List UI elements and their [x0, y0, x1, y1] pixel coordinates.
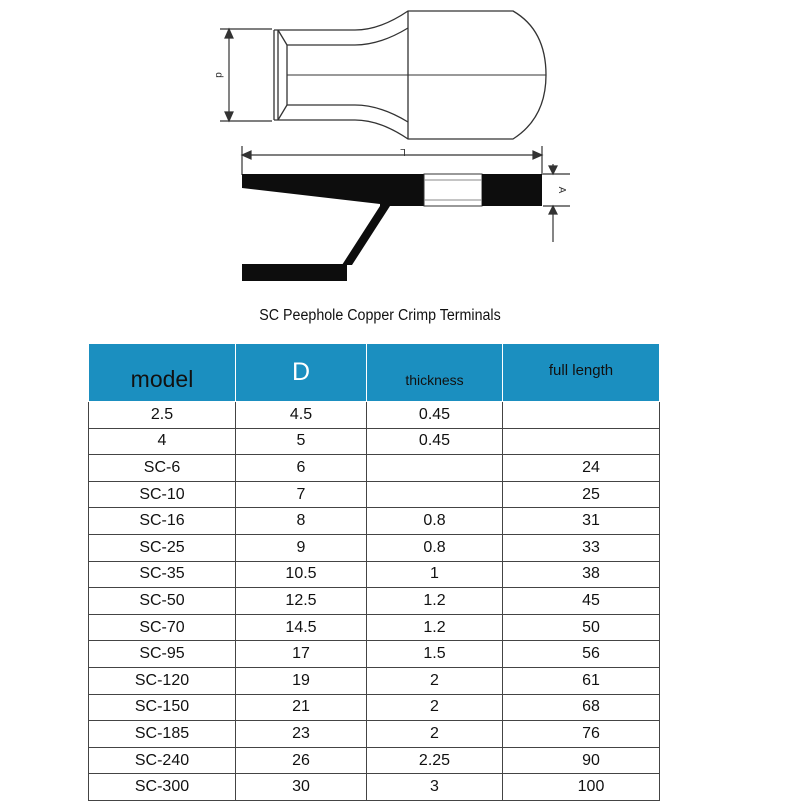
- table-row: [89, 641, 660, 668]
- cell-thickness: 1.2: [367, 614, 503, 641]
- dim-a-label: A: [556, 186, 567, 194]
- cell-thickness: 0.8: [367, 534, 503, 561]
- cell-thickness: 1: [367, 561, 503, 588]
- dim-d-label: d: [213, 72, 224, 78]
- terminal-side-view: [242, 174, 542, 281]
- dimension-l: [242, 146, 542, 175]
- cell-full-length: 68: [503, 694, 660, 721]
- cell-model: 2.5: [89, 402, 236, 429]
- table-row: [89, 561, 660, 588]
- cell-d: 21: [236, 694, 367, 721]
- cell-full-length: 61: [503, 667, 660, 694]
- cell-d: 30: [236, 774, 367, 801]
- cell-full-length: 100: [503, 774, 660, 801]
- cell-full-length: 50: [503, 614, 660, 641]
- cell-full-length: 25: [503, 481, 660, 508]
- table-row: [89, 508, 660, 535]
- cell-model: 4: [89, 428, 236, 455]
- dimension-a: [543, 164, 570, 242]
- cell-full-length: 56: [503, 641, 660, 668]
- cell-model: SC-10: [89, 481, 236, 508]
- cell-d: 6: [236, 455, 367, 482]
- cell-thickness: [367, 481, 503, 508]
- cell-model: SC-50: [89, 588, 236, 615]
- header-full-length: full length: [503, 344, 660, 402]
- cell-d: 12.5: [236, 588, 367, 615]
- cell-thickness: 2: [367, 721, 503, 748]
- cell-thickness: 1.2: [367, 588, 503, 615]
- header-d: D: [236, 344, 367, 402]
- cell-d: 5: [236, 428, 367, 455]
- table-row: [89, 747, 660, 774]
- cell-d: 14.5: [236, 614, 367, 641]
- cell-model: SC-6: [89, 455, 236, 482]
- cell-d: 26: [236, 747, 367, 774]
- page-title: SC Peephole Copper Crimp Terminals: [259, 307, 501, 324]
- table-row: [89, 534, 660, 561]
- cell-d: 9: [236, 534, 367, 561]
- dimension-d: [220, 29, 272, 121]
- cell-model: SC-95: [89, 641, 236, 668]
- terminal-diagram: [0, 0, 800, 300]
- cell-full-length: 76: [503, 721, 660, 748]
- cell-full-length: 38: [503, 561, 660, 588]
- cell-d: 10.5: [236, 561, 367, 588]
- header-model: model: [89, 344, 236, 402]
- table-row: [89, 402, 660, 429]
- cell-model: SC-25: [89, 534, 236, 561]
- cell-model: SC-16: [89, 508, 236, 535]
- table-row: [89, 694, 660, 721]
- cell-d: 7: [236, 481, 367, 508]
- table-row: [89, 428, 660, 455]
- cell-model: SC-240: [89, 747, 236, 774]
- cell-thickness: 2.25: [367, 747, 503, 774]
- header-thickness: thickness: [367, 344, 503, 402]
- cell-model: SC-70: [89, 614, 236, 641]
- specification-table: [88, 343, 660, 801]
- table-body: [89, 402, 660, 801]
- cell-thickness: 3: [367, 774, 503, 801]
- table-row: [89, 481, 660, 508]
- table-row: [89, 721, 660, 748]
- table-row: [89, 614, 660, 641]
- cell-full-length: 24: [503, 455, 660, 482]
- cell-model: SC-300: [89, 774, 236, 801]
- cell-full-length: 31: [503, 508, 660, 535]
- cell-d: 8: [236, 508, 367, 535]
- cell-model: SC-120: [89, 667, 236, 694]
- cell-full-length: 90: [503, 747, 660, 774]
- cell-thickness: [367, 455, 503, 482]
- table-row: [89, 667, 660, 694]
- cell-full-length: 33: [503, 534, 660, 561]
- cell-full-length: 45: [503, 588, 660, 615]
- cell-d: 17: [236, 641, 367, 668]
- cell-thickness: 1.5: [367, 641, 503, 668]
- cell-full-length: [503, 402, 660, 429]
- cell-full-length: [503, 428, 660, 455]
- dim-l-label: L: [400, 146, 406, 157]
- terminal-top-view: [274, 11, 546, 139]
- cell-thickness: 2: [367, 694, 503, 721]
- cell-model: SC-185: [89, 721, 236, 748]
- cell-thickness: 0.45: [367, 428, 503, 455]
- cell-d: 19: [236, 667, 367, 694]
- cell-d: 4.5: [236, 402, 367, 429]
- cell-model: SC-150: [89, 694, 236, 721]
- table-row: [89, 455, 660, 482]
- cell-thickness: 2: [367, 667, 503, 694]
- table-header-row: [89, 344, 660, 402]
- table-row: [89, 774, 660, 801]
- table-row: [89, 588, 660, 615]
- cell-thickness: 0.45: [367, 402, 503, 429]
- cell-thickness: 0.8: [367, 508, 503, 535]
- cell-d: 23: [236, 721, 367, 748]
- cell-model: SC-35: [89, 561, 236, 588]
